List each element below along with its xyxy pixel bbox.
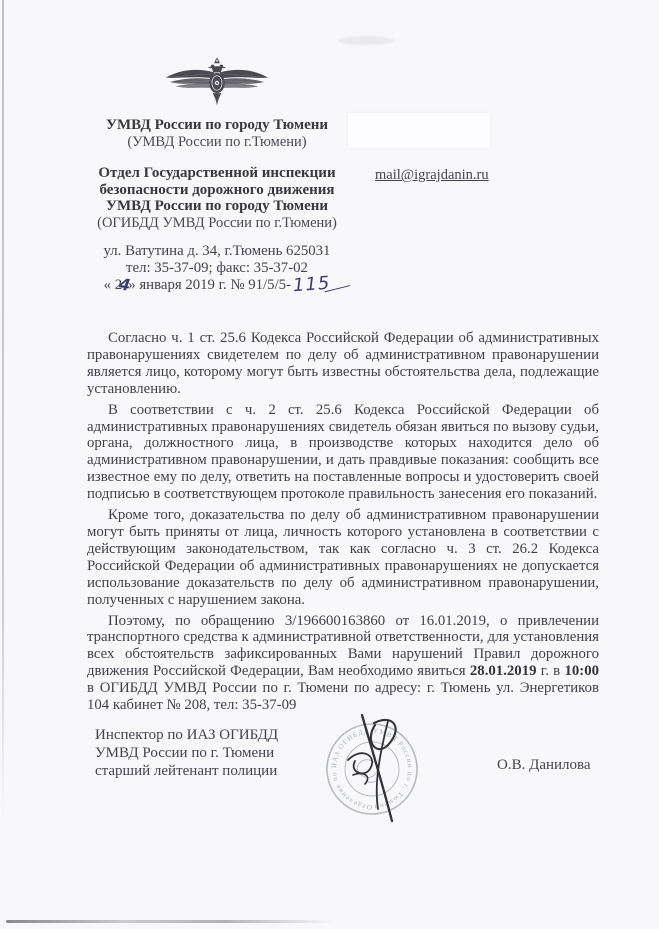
email-link[interactable]: mail@igrajdanin.ru	[375, 167, 489, 183]
org-phone-fax: тел: 35-37-09; факс: 35-37-02	[126, 259, 308, 276]
mvd-eagle-emblem-icon	[164, 55, 270, 109]
org-name-short: (УМВД России по г.Тюмени)	[127, 133, 307, 150]
department-short: (ОГИБДД УМВД России по г.Тюмени)	[97, 214, 337, 231]
signer-title-line-2: УМВД России по г. Тюмени	[95, 745, 275, 761]
paragraph-4-text: Поэтому, по обращению 3/196600163860 от 16.01.2019, о привлечении транспортного средства к административной ответственности, для установления всех обстоятельств зафиксированных Вами нарушений Правил дорожного движения Российской Федерации, Вам необходимо явиться	[87, 612, 599, 680]
paragraph-2: В соответствии с ч. 2 ст. 25.6 Кодекса Российской Федерации об административных правонарушениях свидетель обязан явиться по вызову судьи, органа, должностного лица, в производстве которых находится дело об административном правонарушении, и дать правдивые показания: сообщить все известное ему по делу, ответить на поставленные вопросы и удостоверить своей подписью в соответствующем протоколе правильность занесения его показаний.	[87, 401, 599, 503]
round-stamp-with-signature	[318, 713, 433, 828]
date-printed-suffix: » января 2019 г. № 91/5/5-	[128, 277, 292, 294]
handwritten-doc-number: 115	[292, 272, 332, 297]
department-line-2: безопасности дорожного движения	[99, 181, 335, 198]
paragraph-1: Согласно ч. 1 ст. 25.6 Кодекса Российской Федерации об административных правонарушениях свидетелем по делу об административном правонарушении является лицо, которому могут быть известны обстоятельства дела, подлежащие установлению.	[87, 330, 599, 397]
scan-artifact-bottom-edge	[6, 920, 426, 923]
date-printed-prefix: « 2	[103, 277, 123, 294]
letter-body	[87, 330, 599, 718]
handwritten-day: 4	[117, 274, 132, 295]
redacted-area	[348, 113, 490, 148]
signer-title-block	[95, 726, 278, 780]
signer-title-line-3: старший лейтенант полиции	[95, 763, 278, 779]
signer-name: О.В. Данилова	[497, 757, 591, 773]
letterhead	[60, 55, 374, 231]
org-address: ул. Ватутина д. 34, г.Тюмень 625031	[103, 243, 331, 259]
header-right-column	[348, 113, 578, 184]
scan-artifact-smudge	[338, 36, 394, 45]
department-line-3: УМВД России по городу Тюмени	[105, 198, 329, 214]
paragraph-3: Кроме того, доказательства по делу об административном правонарушении могут быть приняты от лица, личность которого установлена в соответствии с действующим законодательством, так как согласно ч. 3 ст. 26.2 Кодекса Российской Федерации об административных правонарушениях не допускается использование доказательств по делу об административном правонарушении, полученных с нарушением закона.	[87, 507, 599, 608]
doc-date-line	[60, 272, 374, 297]
department-line-1: Отдел Государственной инспекции	[98, 165, 336, 181]
signer-title-line-1: Инспектор по ИАЗ ОГИБДД	[95, 727, 279, 743]
appointment-date: 28.01.2019	[469, 663, 537, 680]
paragraph-4-text: г. в	[536, 663, 565, 680]
appointment-time: 10:00	[564, 663, 599, 680]
paragraph-4	[87, 613, 599, 714]
scan-artifact-left-edge	[2, 0, 4, 820]
org-name: УМВД России по городу Тюмени	[105, 117, 329, 133]
paragraph-4-text: в ОГИБДД УМВД России по г. Тюмени по адресу: г. Тюмень ул. Энергетиков 104 кабинет № 208, тел: 35-37-09	[87, 680, 599, 714]
contact-block	[60, 243, 374, 297]
department-name	[60, 165, 374, 231]
stamp-rim-text: Отделение по ИАЗ ОГИБДД УМВД России по г. Тюмени	[329, 726, 415, 812]
